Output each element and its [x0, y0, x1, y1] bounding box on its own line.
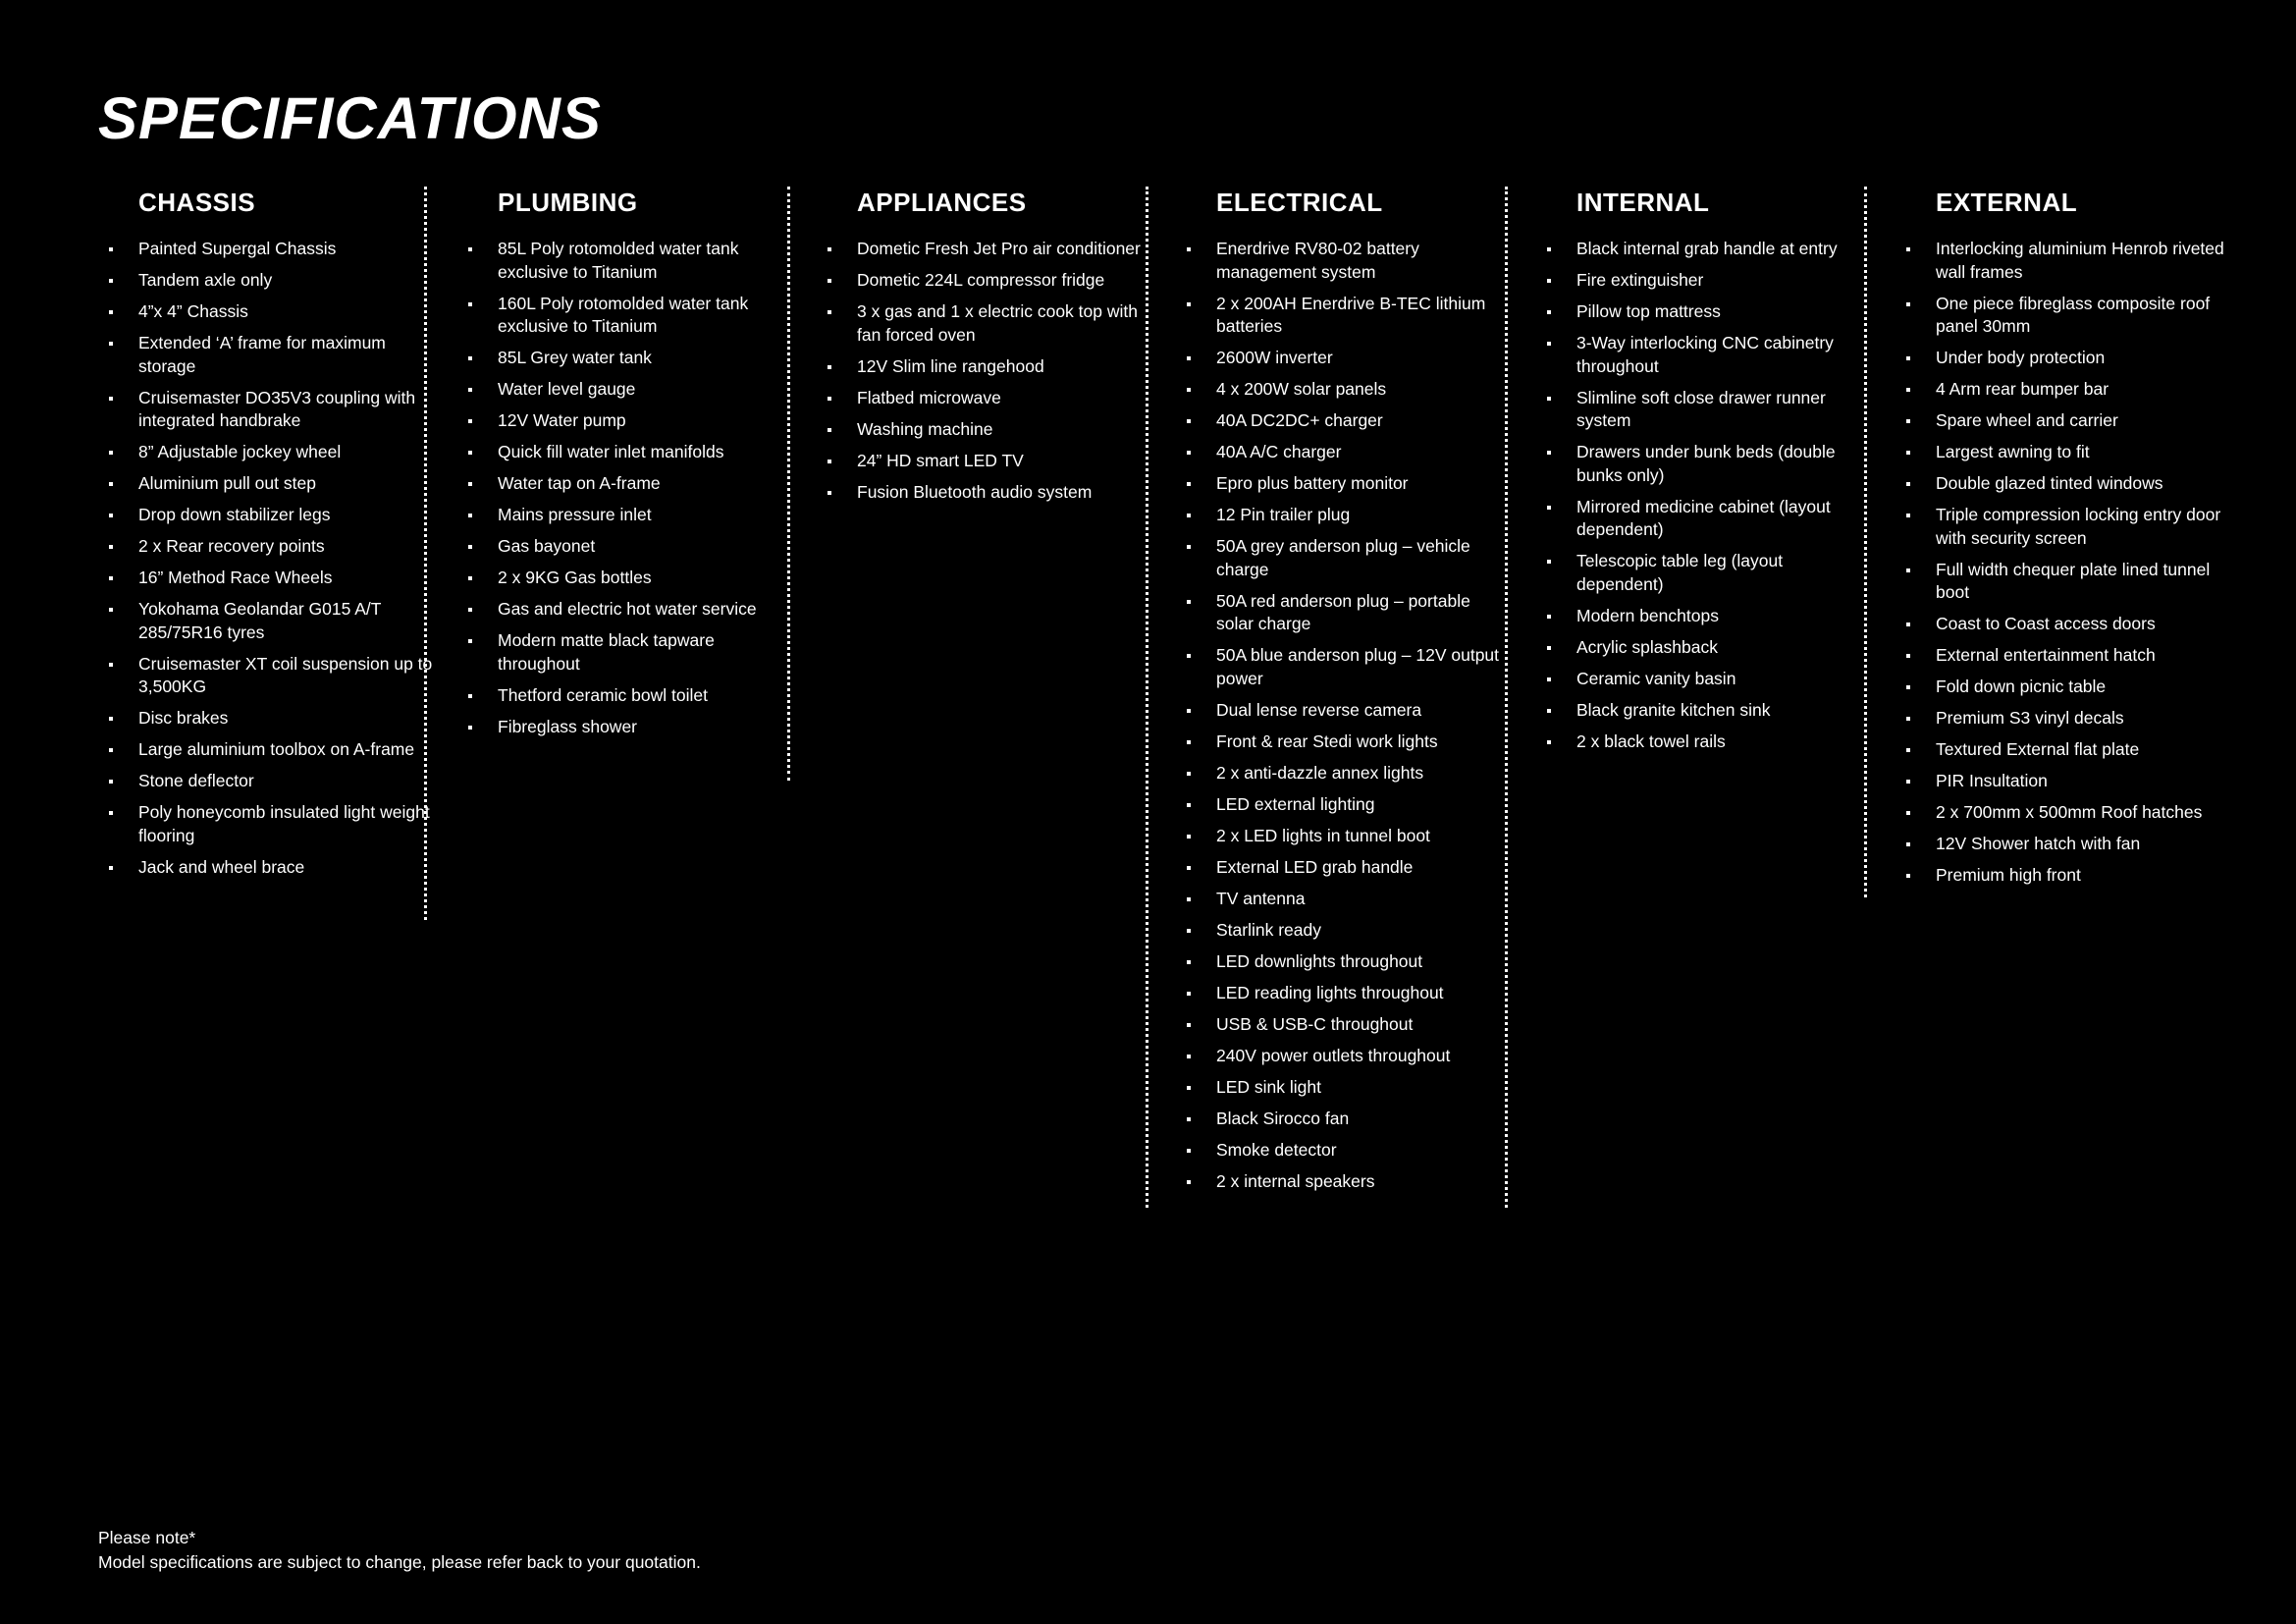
column-heading: ELECTRICAL [1216, 188, 1383, 217]
column-divider [787, 187, 790, 781]
spec-item: Tandem axle only [138, 269, 433, 293]
spec-item: 2 x Rear recovery points [138, 535, 433, 559]
column-heading: CHASSIS [138, 188, 256, 217]
spec-item: Telescopic table leg (layout dependent) [1576, 550, 1871, 596]
spec-item: LED external lighting [1216, 793, 1511, 817]
spec-item: 2 x anti-dazzle annex lights [1216, 762, 1511, 785]
spec-list [1576, 238, 1871, 753]
spec-item: Slimline soft close drawer runner system [1576, 387, 1871, 433]
spec-item: Epro plus battery monitor [1216, 472, 1511, 496]
spec-item: Interlocking aluminium Henrob riveted wall frames [1936, 238, 2230, 284]
spec-item: 2 x LED lights in tunnel boot [1216, 825, 1511, 848]
spec-item: Mains pressure inlet [498, 504, 792, 527]
spec-item: Smoke detector [1216, 1139, 1511, 1163]
spec-item: Drawers under bunk beds (double bunks only) [1576, 441, 1871, 487]
spec-item: Poly honeycomb insulated light weight flooring [138, 801, 433, 847]
spec-item: 85L Grey water tank [498, 347, 792, 370]
spec-item: Water tap on A-frame [498, 472, 792, 496]
spec-item: Dometic Fresh Jet Pro air conditioner [857, 238, 1151, 261]
spec-list [857, 238, 1151, 504]
spec-item: PIR Insultation [1936, 770, 2230, 793]
spec-item: Flatbed microwave [857, 387, 1151, 410]
footnote [98, 1526, 701, 1575]
spec-item: 4”x 4” Chassis [138, 300, 433, 324]
spec-item: 8” Adjustable jockey wheel [138, 441, 433, 464]
spec-item: 2 x 700mm x 500mm Roof hatches [1936, 801, 2230, 825]
spec-item: LED reading lights throughout [1216, 982, 1511, 1005]
spec-item: Fusion Bluetooth audio system [857, 481, 1151, 505]
spec-item: Drop down stabilizer legs [138, 504, 433, 527]
column-divider [1505, 187, 1508, 1208]
spec-item: Water level gauge [498, 378, 792, 402]
spec-item: 12V Slim line rangehood [857, 355, 1151, 379]
spec-item: 50A red anderson plug – portable solar charge [1216, 590, 1511, 636]
spec-item: Cruisemaster DO35V3 coupling with integrated handbrake [138, 387, 433, 433]
spec-item: Premium high front [1936, 864, 2230, 888]
spec-item: Front & rear Stedi work lights [1216, 731, 1511, 754]
spec-item: Enerdrive RV80-02 battery management system [1216, 238, 1511, 284]
spec-item: Pillow top mattress [1576, 300, 1871, 324]
spec-item: 2 x 200AH Enerdrive B-TEC lithium batteries [1216, 293, 1511, 339]
spec-item: 24” HD smart LED TV [857, 450, 1151, 473]
spec-item: 40A A/C charger [1216, 441, 1511, 464]
spec-item: Quick fill water inlet manifolds [498, 441, 792, 464]
column-plumbing [498, 187, 792, 747]
spec-item: Ceramic vanity basin [1576, 668, 1871, 691]
spec-item: 240V power outlets throughout [1216, 1045, 1511, 1068]
spec-item: 12 Pin trailer plug [1216, 504, 1511, 527]
spec-item: Double glazed tinted windows [1936, 472, 2230, 496]
spec-item: 50A grey anderson plug – vehicle charge [1216, 535, 1511, 581]
column-chassis [138, 187, 433, 888]
spec-item: USB & USB-C throughout [1216, 1013, 1511, 1037]
footnote-label: Please note* [98, 1528, 196, 1547]
spec-item: 2600W inverter [1216, 347, 1511, 370]
column-external [1936, 187, 2230, 895]
spec-item: Painted Supergal Chassis [138, 238, 433, 261]
spec-item: 3-Way interlocking CNC cabinetry throughout [1576, 332, 1871, 378]
spec-item: External LED grab handle [1216, 856, 1511, 880]
spec-item: Disc brakes [138, 707, 433, 731]
spec-item: Jack and wheel brace [138, 856, 433, 880]
spec-item: Largest awning to fit [1936, 441, 2230, 464]
column-internal [1576, 187, 1871, 762]
column-appliances [857, 187, 1151, 513]
spec-item: Triple compression locking entry door with security screen [1936, 504, 2230, 550]
spec-item: Thetford ceramic bowl toilet [498, 684, 792, 708]
spec-list [138, 238, 433, 879]
spec-item: Premium S3 vinyl decals [1936, 707, 2230, 731]
spec-list [1216, 238, 1511, 1193]
column-heading: EXTERNAL [1936, 188, 2078, 217]
spec-item: 2 x internal speakers [1216, 1170, 1511, 1194]
spec-item: 40A DC2DC+ charger [1216, 409, 1511, 433]
footnote-text: Model specifications are subject to change, please refer back to your quotation. [98, 1552, 701, 1572]
spec-item: Full width chequer plate lined tunnel boot [1936, 559, 2230, 605]
column-heading: INTERNAL [1576, 188, 1710, 217]
spec-item: Coast to Coast access doors [1936, 613, 2230, 636]
column-divider [1864, 187, 1867, 897]
spec-item: 3 x gas and 1 x electric cook top with fan forced oven [857, 300, 1151, 347]
spec-item: External entertainment hatch [1936, 644, 2230, 668]
spec-item: LED downlights throughout [1216, 950, 1511, 974]
spec-item: 85L Poly rotomolded water tank exclusive to Titanium [498, 238, 792, 284]
spec-item: Stone deflector [138, 770, 433, 793]
spec-list [1936, 238, 2230, 888]
spec-item: Black granite kitchen sink [1576, 699, 1871, 723]
spec-item: 12V Water pump [498, 409, 792, 433]
spec-item: 50A blue anderson plug – 12V output power [1216, 644, 1511, 690]
column-electrical [1216, 187, 1511, 1202]
spec-item: 160L Poly rotomolded water tank exclusive to Titanium [498, 293, 792, 339]
spec-item: Fibreglass shower [498, 716, 792, 739]
spec-item: 4 Arm rear bumper bar [1936, 378, 2230, 402]
spec-item: Black Sirocco fan [1216, 1108, 1511, 1131]
spec-item: Fire extinguisher [1576, 269, 1871, 293]
spec-item: Modern matte black tapware throughout [498, 629, 792, 676]
spec-item: 2 x black towel rails [1576, 731, 1871, 754]
spec-item: Yokohama Geolandar G015 A/T 285/75R16 tyres [138, 598, 433, 644]
spec-item: 16” Method Race Wheels [138, 567, 433, 590]
spec-item: Modern benchtops [1576, 605, 1871, 628]
spec-item: 4 x 200W solar panels [1216, 378, 1511, 402]
spec-item: 2 x 9KG Gas bottles [498, 567, 792, 590]
spec-item: Under body protection [1936, 347, 2230, 370]
spec-item: Starlink ready [1216, 919, 1511, 943]
spec-item: One piece fibreglass composite roof panel 30mm [1936, 293, 2230, 339]
column-heading: APPLIANCES [857, 188, 1027, 217]
spec-item: TV antenna [1216, 888, 1511, 911]
spec-item: Black internal grab handle at entry [1576, 238, 1871, 261]
column-divider [424, 187, 427, 920]
spec-item: Large aluminium toolbox on A-frame [138, 738, 433, 762]
spec-item: Mirrored medicine cabinet (layout dependent) [1576, 496, 1871, 542]
page-title: SPECIFICATIONS [98, 85, 602, 151]
spec-item: Acrylic splashback [1576, 636, 1871, 660]
spec-item: Cruisemaster XT coil suspension up to 3,500KG [138, 653, 433, 699]
column-divider [1146, 187, 1148, 1208]
spec-item: Dometic 224L compressor fridge [857, 269, 1151, 293]
spec-item: Fold down picnic table [1936, 676, 2230, 699]
spec-item: Dual lense reverse camera [1216, 699, 1511, 723]
column-heading: PLUMBING [498, 188, 638, 217]
spec-item: Gas and electric hot water service [498, 598, 792, 622]
spec-list [498, 238, 792, 738]
spec-item: Textured External flat plate [1936, 738, 2230, 762]
spec-item: Washing machine [857, 418, 1151, 442]
spec-item: LED sink light [1216, 1076, 1511, 1100]
spec-item: Gas bayonet [498, 535, 792, 559]
spec-item: Extended ‘A’ frame for maximum storage [138, 332, 433, 378]
spec-item: Aluminium pull out step [138, 472, 433, 496]
spec-item: Spare wheel and carrier [1936, 409, 2230, 433]
spec-item: 12V Shower hatch with fan [1936, 833, 2230, 856]
